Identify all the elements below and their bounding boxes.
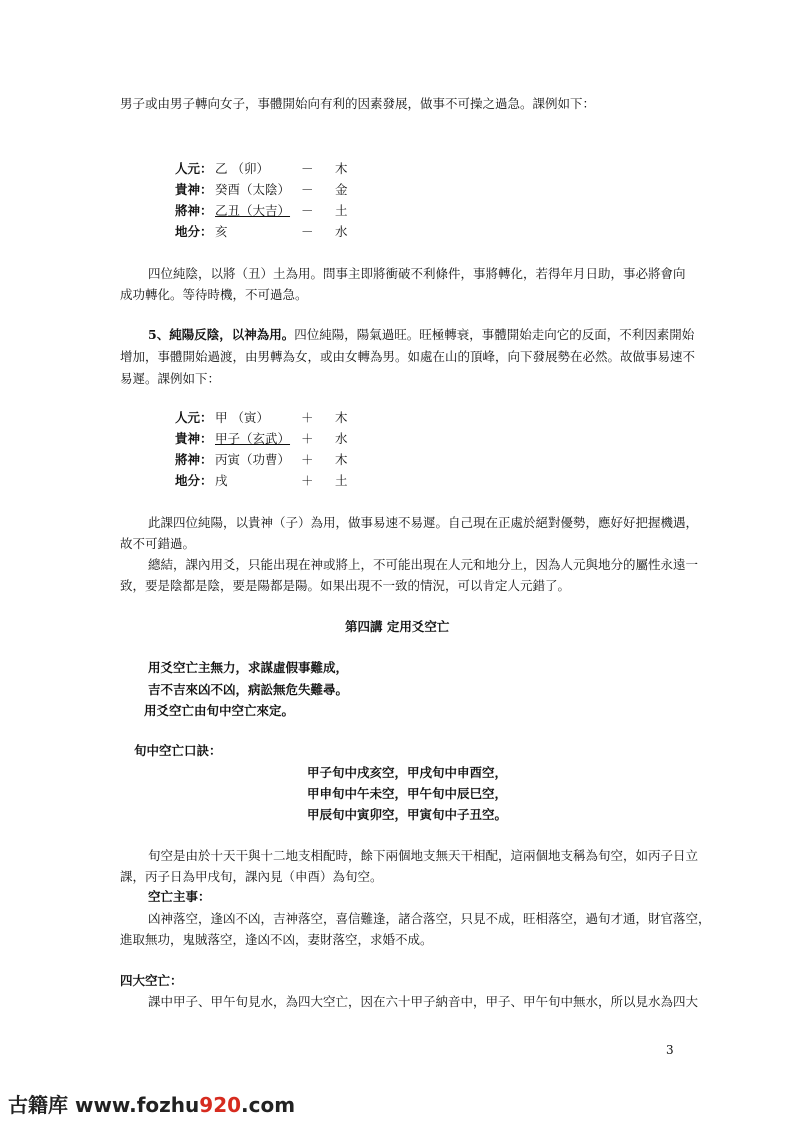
watermark-part: 古籍库 www.fozhu [8, 1093, 200, 1117]
row-value: 甲 （寅） [215, 410, 269, 425]
row-sign: － [301, 224, 314, 239]
paragraph-2a: 四位純陰，以將（丑）土為用。問事主即將衝破不利條件，事將轉化，若得年月日助，事必將會向 [148, 266, 686, 281]
xun-formula-title: 旬中空亡口訣： [134, 743, 222, 758]
row-label: 貴神： [175, 431, 213, 446]
paragraph-3a [148, 327, 694, 343]
row-sign: － [301, 161, 314, 176]
sida-title: 四大空亡： [120, 973, 183, 988]
verse-line: 用爻空亡主無力，求謀虛假事難成， [148, 660, 349, 675]
row-value: 戌 [215, 473, 228, 488]
paragraph-7a: 凶神落空，逢凶不凶，吉神落空，喜信難逢，諸合落空，只見不成，旺相落空，過旬才通，財官落空， [148, 911, 711, 926]
row-value: 亥 [215, 224, 228, 239]
table-row [175, 452, 348, 468]
paragraph-2b: 成功轉化。等待時機，不可過急。 [120, 287, 308, 302]
xun-formula-line: 甲辰旬中寅卯空，甲寅旬中子丑空。 [307, 807, 508, 822]
table-row [175, 182, 348, 198]
row-element: 金 [335, 182, 348, 197]
table-row [175, 203, 348, 219]
table-row [175, 224, 348, 240]
subheading-pure-yang: 5、純陽反陰，以神為用。 [148, 327, 295, 342]
row-element: 水 [335, 431, 348, 446]
table-row [175, 410, 348, 426]
row-element: 木 [335, 452, 348, 467]
verse-line: 吉不吉來凶不凶，病訟無危失難尋。 [148, 682, 349, 697]
row-sign: － [301, 182, 314, 197]
site-watermark [8, 1089, 295, 1118]
row-label: 地分： [175, 224, 213, 239]
paragraph-7b: 進取無功，鬼賊落空，逢凶不凶，妻財落空，求婚不成。 [120, 932, 433, 947]
row-value: 乙 （卯） [215, 161, 269, 176]
xun-formula-line: 甲申旬中午未空，甲午旬中辰巳空， [307, 786, 508, 801]
paragraph-8a: 課中甲子、甲午旬見水，為四大空亡，因在六十甲子納音中，甲子、甲午旬中無水，所以見水為四大 [148, 994, 699, 1009]
row-value: 丙寅（功曹） [215, 452, 291, 467]
row-element: 水 [335, 224, 348, 239]
row-sign: ＋ [301, 431, 314, 446]
paragraph-3c: 易遲。課例如下： [120, 371, 221, 386]
row-element: 木 [335, 161, 348, 176]
paragraph-3a-text: 四位純陽，陽氣過旺。旺極轉衰，事體開始走向它的反面，不利因素開始 [294, 327, 695, 342]
row-label: 人元： [175, 161, 213, 176]
verse-line: 用爻空亡由旬中空亡來定。 [144, 703, 295, 718]
row-sign: － [301, 203, 314, 218]
watermark-number: 920 [199, 1093, 242, 1117]
row-sign: ＋ [301, 473, 314, 488]
row-value: 乙丑（大吉） [215, 203, 291, 218]
paragraph-4b: 故不可錯過。 [120, 536, 196, 551]
table-row [175, 473, 348, 489]
row-value: 癸酉（太陰） [215, 182, 291, 197]
row-label: 人元： [175, 410, 213, 425]
row-label: 將神： [175, 452, 213, 467]
row-element: 土 [335, 203, 348, 218]
row-label: 地分： [175, 473, 213, 488]
paragraph-5a: 總結，課內用爻，只能出現在神或將上，不可能出現在人元和地分上，因為人元與地分的屬性永遠一 [148, 557, 699, 572]
watermark-part: .com [241, 1093, 296, 1117]
paragraph-3b: 增加，事體開始過渡，由男轉為女，或由女轉為男。如處在山的頂峰，向下發展勢在必然。故做事易速不 [120, 349, 696, 364]
row-sign: ＋ [301, 410, 314, 425]
section-title: 第四講 定用爻空亡 [345, 619, 450, 634]
kong-title: 空亡主事： [148, 889, 211, 904]
paragraph-4a: 此課四位純陽，以貴神（子）為用，做事易速不易遲。自己現在正處於絕對優勢，應好好把握機遇， [148, 515, 699, 530]
row-label: 貴神： [175, 182, 213, 197]
page-number: 3 [666, 1043, 674, 1057]
xun-formula-line: 甲子旬中戌亥空，甲戌旬中申酉空， [307, 765, 508, 780]
paragraph-intro: 男子或由男子轉向女子，事體開始向有利的因素發展，做事不可操之過急。課例如下： [120, 96, 596, 111]
table-row [175, 161, 348, 177]
table-row [175, 431, 348, 447]
row-value: 甲子（玄武） [215, 431, 291, 446]
row-element: 木 [335, 410, 348, 425]
paragraph-6a: 旬空是由於十天干與十二地支相配時，餘下兩個地支無天干相配，這兩個地支稱為旬空，如丙子日立 [148, 848, 699, 863]
row-label: 將神： [175, 203, 213, 218]
paragraph-5b: 致，要是陰都是陰，要是陽都是陽。如果出現不一致的情況，可以肯定人元錯了。 [120, 578, 571, 593]
paragraph-6b: 課，丙子日為甲戌旬，課內見（申酉）為旬空。 [120, 869, 383, 884]
row-element: 土 [335, 473, 348, 488]
row-sign: ＋ [301, 452, 314, 467]
